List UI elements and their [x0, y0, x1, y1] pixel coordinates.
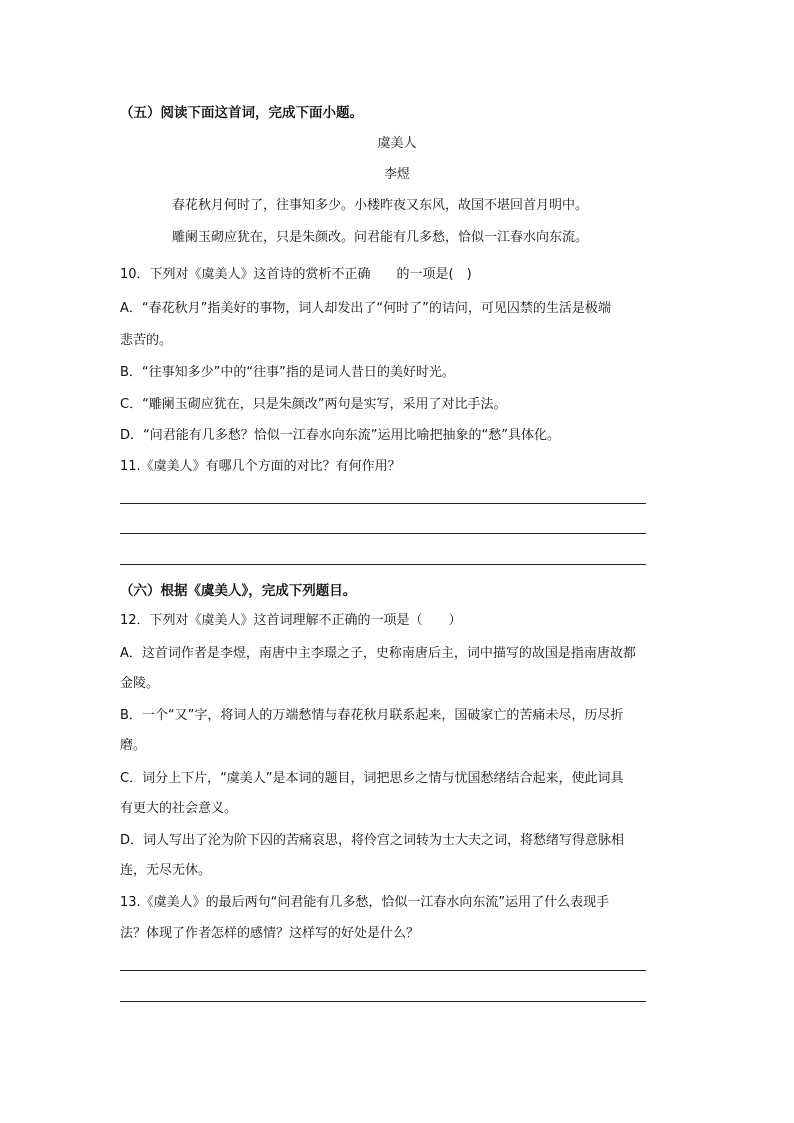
question-13-stem: 13.《虞美人》的最后两句“问君能有几多愁，恰似一江春水向东流”运用了什么表现手 — [120, 895, 610, 910]
question-10-option-c: C．“雕阑玉砌应犹在，只是朱颜改”两句是实写，采用了对比手法。 — [120, 397, 507, 412]
answer-line[interactable] — [120, 1001, 646, 1002]
question-10-stem: 10．下列对《虞美人》这首诗的赏析不正确 的一项是( ) — [120, 267, 472, 282]
poem-author: 李煜 — [383, 167, 410, 182]
question-12-option-b-cont: 磨。 — [120, 738, 147, 753]
answer-line[interactable] — [120, 503, 646, 504]
answer-line[interactable] — [120, 533, 646, 534]
question-10-option-d: D．“问君能有几多愁？恰似一江春水向东流”运用比喻把抽象的“愁”具体化。 — [120, 428, 560, 443]
question-10-option-b: B．“往事知多少”中的“往事”指的是词人昔日的美好时光。 — [120, 365, 455, 380]
question-10-option-a: A．“春花秋月”指美好的事物，词人却发出了“何时了”的诘问，可见囚禁的生活是极端 — [120, 301, 611, 316]
question-12-option-d: D．词人写出了沦为阶下囚的苦痛哀思，将伶宫之词转为士大夫之词，将愁绪写得意脉相 — [120, 833, 625, 848]
question-11-stem: 11.《虞美人》有哪几个方面的对比？有何作用？ — [120, 459, 401, 474]
question-12-option-c-cont: 有更大的社会意义。 — [120, 801, 238, 816]
answer-line[interactable] — [120, 564, 646, 565]
poem-line-1: 春花秋月何时了，往事知多少。小楼昨夜又东风，故国不堪回首月明中。 — [172, 198, 589, 213]
question-12-option-a-cont: 金陵。 — [120, 676, 160, 691]
section6-heading: （六）根据《虞美人》，完成下列题目。 — [120, 583, 357, 599]
answer-line[interactable] — [120, 970, 646, 971]
poem-title: 虞美人 — [377, 136, 417, 151]
question-12-option-c: C．词分上下片，“虞美人”是本词的题目，词把思乡之情与忧国愁绪结合起来，使此词具 — [120, 771, 624, 786]
section5-heading: （五）阅读下面这首词，完成下面小题。 — [120, 105, 363, 121]
question-12-option-d-cont: 连，无尽无休。 — [120, 863, 212, 878]
question-12-option-a: A．这首词作者是李煜，南唐中主李璟之子，史称南唐后主，词中描写的故国是指南唐故都 — [120, 646, 636, 661]
question-12-option-b: B．一个“又”字，将词人的万端愁情与春花秋月联系起来，国破家亡的苦痛未尽，历尽折 — [120, 708, 624, 723]
question-13-stem-cont: 法？体现了作者怎样的感情？这样写的好处是什么？ — [120, 926, 420, 941]
question-12-stem: 12．下列对《虞美人》这首词理解不正确的一项是（ ） — [120, 613, 462, 628]
question-10-option-a-cont: 悲苦的。 — [120, 333, 173, 348]
poem-line-2: 雕阑玉砌应犹在，只是朱颜改。问君能有几多愁，恰似一江春水向东流。 — [172, 230, 589, 245]
